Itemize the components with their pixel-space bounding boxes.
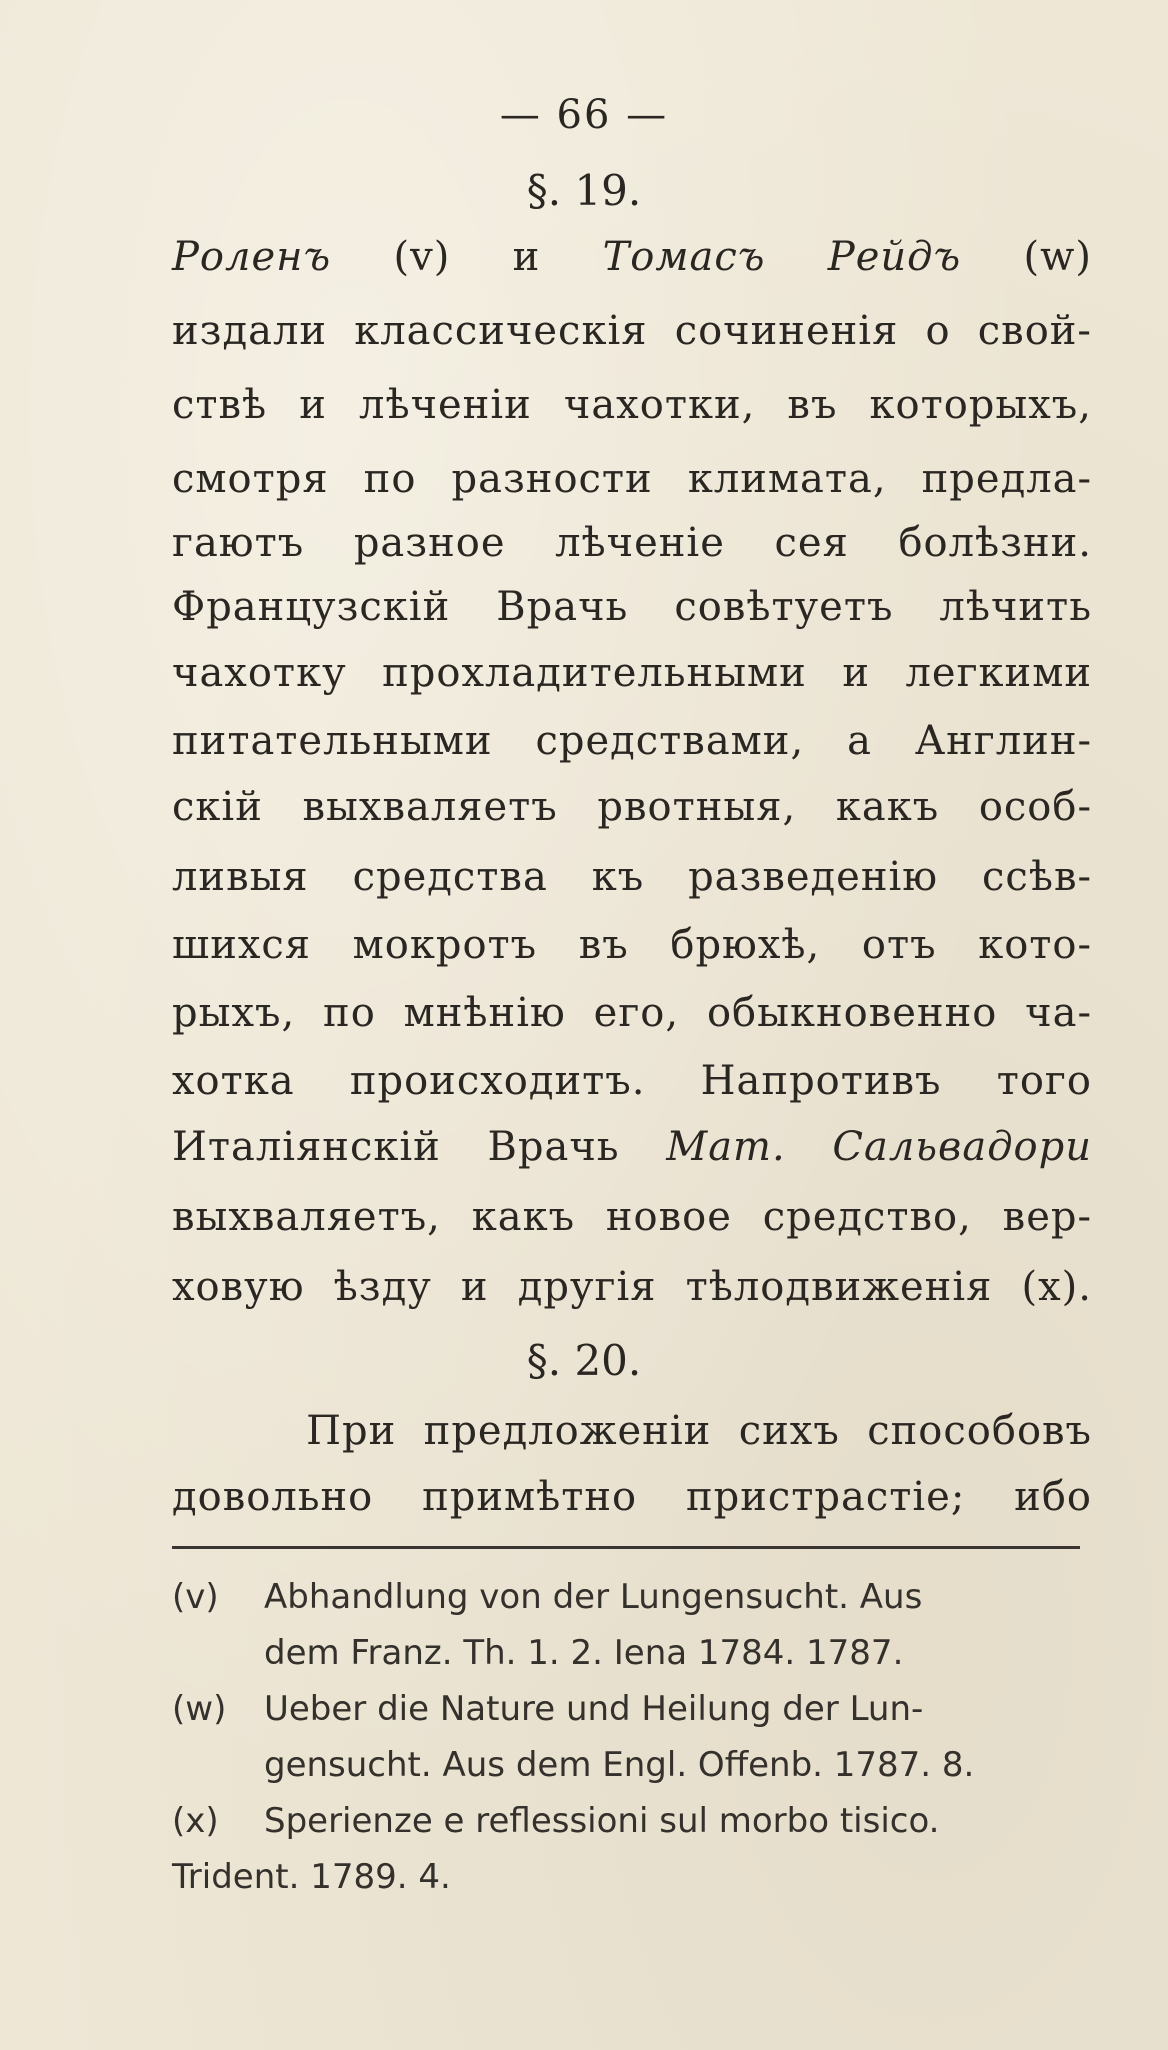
word: лѣчить [939, 584, 1092, 630]
body-line [172, 852, 1092, 902]
footnote-key: (x) [172, 1801, 219, 1841]
word: особ- [978, 784, 1092, 830]
word: климата, [687, 456, 887, 502]
footnote-key: (w) [172, 1689, 227, 1729]
word: средства [352, 854, 548, 900]
footnote-continuation [264, 1740, 1088, 1790]
word: его, [593, 990, 680, 1036]
footnote [172, 1572, 1088, 1622]
author-name: Томасъ [602, 234, 766, 280]
word: довольно [172, 1474, 374, 1520]
body-line [172, 1192, 1092, 1242]
footnote-text: Abhandlung von der Lungensucht. Aus [264, 1577, 923, 1617]
word: разведенію [688, 854, 939, 900]
word: Врачь [487, 1124, 620, 1170]
footnote-continuation [264, 1628, 1088, 1678]
word: кото- [978, 922, 1092, 968]
word: и [299, 382, 327, 428]
word: средствами, [535, 718, 805, 764]
footnote-text: Ueber die Nature und Heilung der Lun- [264, 1689, 924, 1729]
word: пристрастіе; [685, 1474, 966, 1520]
word: свой- [977, 308, 1092, 354]
word: и [512, 234, 541, 280]
author-name: Мат. [666, 1124, 786, 1170]
word: разности [451, 456, 653, 502]
word: которыхъ, [869, 382, 1092, 428]
word: сея [774, 520, 849, 566]
word: а [847, 718, 872, 764]
word: происходитъ. [349, 1058, 646, 1104]
word: выхваляетъ [302, 784, 558, 830]
footnote-ref: (v) [393, 234, 451, 280]
word: Врачь [496, 584, 629, 630]
body-line [172, 582, 1092, 632]
word: ѣзду [333, 1264, 432, 1310]
word: чахотки, [563, 382, 756, 428]
word: Напротивъ [700, 1058, 942, 1104]
word: классическія [354, 308, 648, 354]
word: рвотныя, [597, 784, 797, 830]
footnote-ref: (w) [1023, 234, 1092, 280]
word: брюхѣ, [670, 922, 821, 968]
body-line [172, 920, 1092, 970]
word: легкими [905, 650, 1092, 696]
body-text: При предложеніи сихъ способовъ [306, 1408, 1092, 1454]
word: вер- [1002, 1194, 1092, 1240]
word: къ [591, 854, 645, 900]
body-line [172, 716, 1092, 766]
word: какъ [835, 784, 940, 830]
footnote-text: gensucht. Aus dem Engl. Offenb. 1787. 8. [264, 1745, 975, 1785]
word: разное [353, 520, 506, 566]
body-line [172, 306, 1092, 356]
author-name: Роленъ [172, 234, 332, 280]
word: хотка [172, 1058, 295, 1104]
body-line [172, 380, 1092, 430]
footnote-divider [172, 1546, 1080, 1549]
word: выхваляетъ, [172, 1194, 441, 1240]
word: питательными [172, 718, 493, 764]
word: ссѣв- [982, 854, 1092, 900]
word: въ [578, 922, 629, 968]
author-name: Рейдъ [827, 234, 962, 280]
word: того [996, 1058, 1092, 1104]
word: скій [172, 784, 263, 830]
word: Англин- [914, 718, 1092, 764]
body-line [172, 1406, 1092, 1456]
word: по [363, 456, 417, 502]
word: Французскій [172, 584, 451, 630]
word: по [323, 990, 376, 1036]
word: болѣзни. [898, 520, 1092, 566]
word: совѣтуетъ [674, 584, 894, 630]
body-line [172, 232, 1092, 282]
author-name: Сальвадори [832, 1124, 1092, 1170]
footnote-ref: (x). [1021, 1264, 1092, 1310]
word: примѣтно [422, 1474, 638, 1520]
word: шихся [172, 922, 312, 968]
word: ча- [1025, 990, 1092, 1036]
body-line [172, 518, 1092, 568]
word: тѣлодвиженія [685, 1264, 993, 1310]
word: ливыя [172, 854, 309, 900]
body-line [172, 782, 1092, 832]
body-line [172, 1056, 1092, 1106]
body-line [172, 1122, 1092, 1172]
word: лѣченіи [359, 382, 532, 428]
body-line [172, 648, 1092, 698]
word: гаютъ [172, 520, 305, 566]
body-line [172, 1472, 1092, 1522]
word: ховую [172, 1264, 305, 1310]
word: мокротъ [352, 922, 538, 968]
footnote [172, 1796, 1088, 1846]
word: отъ [861, 922, 937, 968]
word: въ [787, 382, 838, 428]
word: обыкновенно [706, 990, 998, 1036]
page-number: — 66 — [499, 92, 669, 138]
footnote-text: Sperienze e reflessioni sul morbo tisico. [264, 1801, 940, 1841]
section-heading: §. 20. [526, 1336, 642, 1385]
word: предла- [921, 456, 1092, 502]
word: о [925, 308, 951, 354]
word: средство, [762, 1194, 972, 1240]
word: ибо [1014, 1474, 1092, 1520]
section-heading: §. 19. [526, 166, 642, 215]
footnote-text: Trident. 1789. 4. [172, 1857, 451, 1897]
word: новое [605, 1194, 732, 1240]
word: рыхъ, [172, 990, 296, 1036]
word: мнѣнію [403, 990, 566, 1036]
word: и [842, 650, 870, 696]
body-line [172, 988, 1092, 1038]
word: другія [517, 1264, 657, 1310]
footnote-continuation [172, 1852, 996, 1902]
footnote-key: (v) [172, 1577, 219, 1617]
word: Италіянскій [172, 1124, 441, 1170]
word: прохладительными [382, 650, 807, 696]
word: смотря [172, 456, 329, 502]
word: и [460, 1264, 489, 1310]
word: издали [172, 308, 328, 354]
word: какъ [471, 1194, 576, 1240]
footnote [172, 1684, 1088, 1734]
body-line [172, 454, 1092, 504]
word: ствѣ [172, 382, 268, 428]
word: чахотку [172, 650, 347, 696]
word: лѣченіе [555, 520, 725, 566]
footnote-text: dem Franz. Th. 1. 2. Iena 1784. 1787. [264, 1633, 904, 1673]
word: сочиненія [674, 308, 899, 354]
body-line [172, 1262, 1092, 1312]
